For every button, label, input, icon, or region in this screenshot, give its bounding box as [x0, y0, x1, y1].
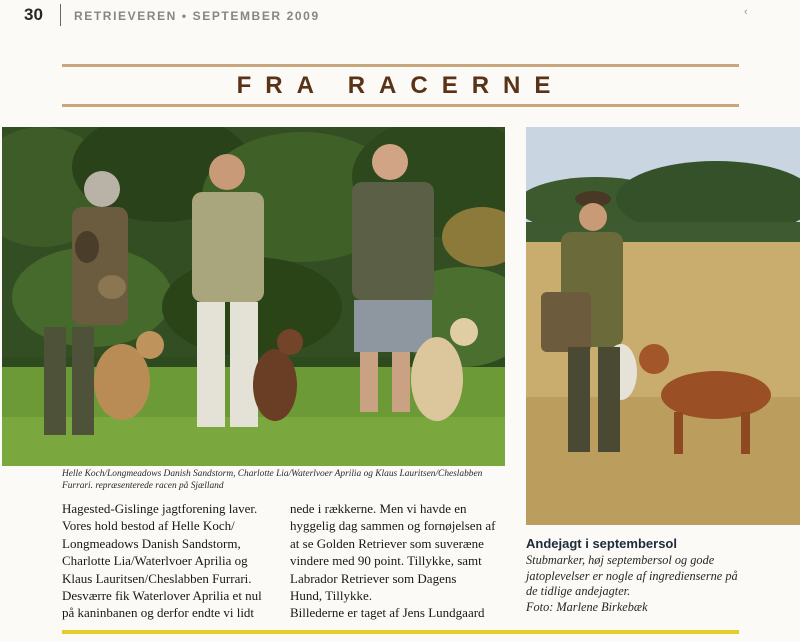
article-line: Klaus Lauritsen/Cheslabben Furrari.: [62, 570, 252, 586]
main-photo: [2, 127, 505, 466]
article-line: at se Golden Retriever som suveræne: [290, 535, 484, 551]
main-photo-caption: Helle Koch/Longmeadows Danish Sandstorm, Charlotte Lia/Waterlvoer Aprilia og Klaus Lauritsen/Cheslabben Furrari. repræsenterede racen på Sjælland: [62, 469, 483, 491]
section-title: FRA RACERNE: [236, 72, 565, 99]
article-line: Longmeadows Danish Sandstorm,: [62, 535, 241, 551]
title-rule-bottom: [62, 104, 739, 107]
sidebar-line: de tidlige andejagter.: [526, 584, 631, 599]
article-line: Charlotte Lia/Waterlvoer Aprilia og: [62, 553, 248, 569]
sidebar-line: Stubmarker, høj septembersol og gode: [526, 553, 715, 567]
sidebar-caption: [526, 553, 771, 615]
article-line: Hagested-Gislinge jagtforening laver.: [62, 501, 258, 516]
header-divider: [60, 4, 61, 26]
title-rule-top: [62, 64, 739, 67]
bottom-rule: [62, 630, 739, 634]
page-number: 30: [24, 5, 43, 24]
article-line: vindere med 90 point. Tillykke, samt: [290, 553, 482, 569]
article-line: Hund, Tillykke.: [290, 588, 372, 604]
sidebar-line: jatoplevelser er nogle af ingredienserne på: [526, 568, 738, 583]
side-photo: [526, 127, 800, 525]
article-line: hyggelig dag sammen og fornøjelsen af: [290, 518, 496, 534]
article-line: Billederne er taget af Jens Lundgaard: [290, 605, 485, 621]
article-line: nede i rækkerne. Men vi havde en: [290, 501, 467, 516]
running-head: RETRIEVEREN • SEPTEMBER 2009: [74, 9, 320, 23]
photo-credit: Foto: Marlene Birkebæk: [526, 599, 648, 614]
corner-mark: ‹: [744, 6, 748, 18]
sidebar-heading: Andejagt i septembersol: [526, 536, 677, 551]
article-line: Vores hold bestod af Helle Koch/: [62, 518, 235, 534]
article-line: på kaninbanen og derfor endte vi lidt: [62, 605, 255, 621]
article-line: Labrador Retriever som Dagens: [290, 570, 457, 586]
article-column-1: [62, 500, 290, 622]
article-column-2: [290, 500, 508, 622]
article-line: Desværre fik Waterlover Aprilia et nul: [62, 588, 262, 604]
